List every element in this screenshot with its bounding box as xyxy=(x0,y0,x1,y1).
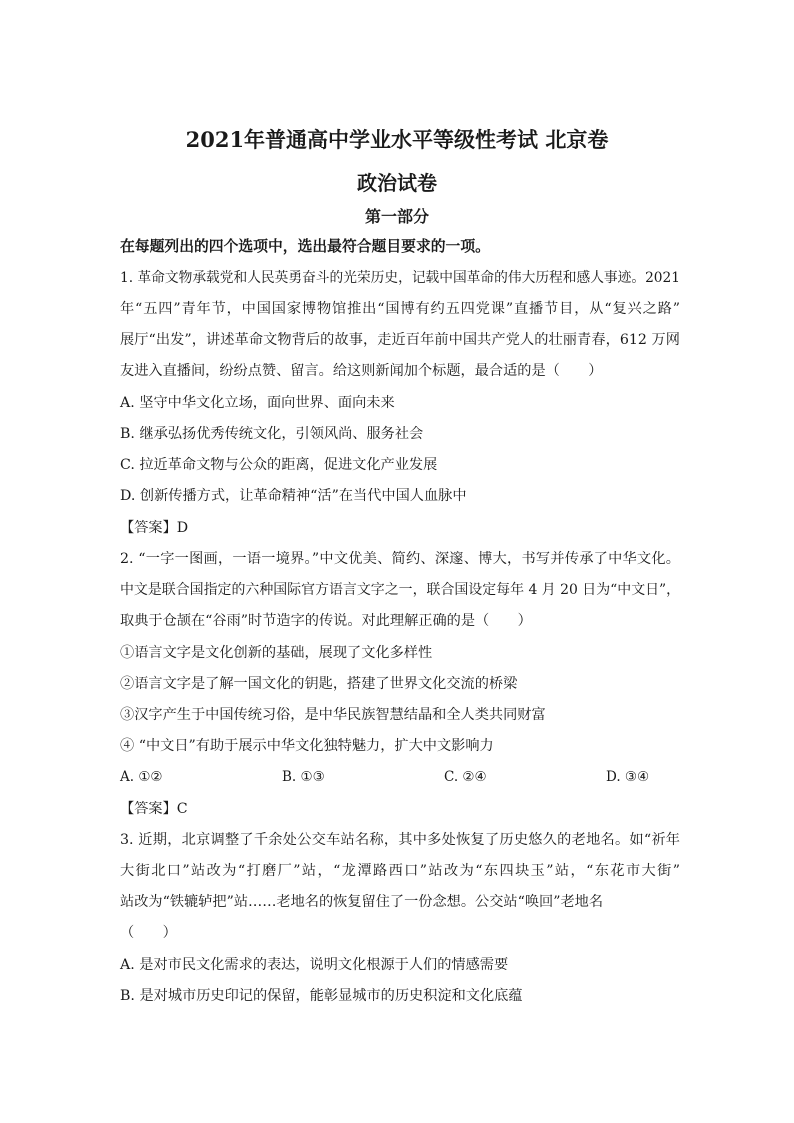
q1-option-d: D. 创新传播方式，让革命精神“活”在当代中国人血脉中 xyxy=(120,488,467,504)
q2-statement-3: ③汉字产生于中国传统习俗，是中华民族智慧结晶和全人类共同财富 xyxy=(120,707,546,723)
q2-statement-2: ②语言文字是了解一国文化的钥匙，搭建了世界文化交流的桥梁 xyxy=(120,676,518,692)
q3-stem-line: （ ） xyxy=(120,925,177,941)
q2-option-d: D. ③④ xyxy=(606,769,650,785)
q1-stem-line: 展厅“出发”，讲述革命文物背后的故事，走近百年前中国共产党人的壮丽青春，612 万网 xyxy=(120,332,680,348)
q2-stem-line: 2. “一字一图画，一语一境界。”中文优美、简约、深邃、博大，书写并传承了中华文化。 xyxy=(120,551,680,567)
q2-option-c: C. ②④ xyxy=(444,769,487,785)
q1-stem-line: 年“五四”青年节，中国国家博物馆推出“国博有约五四党课”直播节目，从“复兴之路” xyxy=(120,301,680,317)
subject-title: 政治试卷 xyxy=(357,171,437,195)
q1-stem-line: 友进入直播间，纷纷点赞、留言。给这则新闻加个标题，最合适的是（ ） xyxy=(120,363,603,379)
q3-stem-line: 大街北口”站改为“打磨厂”站，“龙潭路西口”站改为“东四块玉”站，“东花市大街” xyxy=(120,863,680,879)
q1-stem-line: 1. 革命文物承载党和人民英勇奋斗的光荣历史，记载中国革命的伟大历程和感人事迹。2021 xyxy=(120,270,680,286)
q1-option-b: B. 继承弘扬优秀传统文化，引领风尚、服务社会 xyxy=(120,426,424,442)
q2-answer: 【答案】C xyxy=(120,801,188,817)
q1-option-c: C. 拉近革命文物与公众的距离，促进文化产业发展 xyxy=(120,457,438,473)
q3-option-b: B. 是对城市历史印记的保留，能彰显城市的历史积淀和文化底蕴 xyxy=(120,988,523,1004)
q2-stem-line: 中文是联合国指定的六种国际官方语言文字之一，联合国设定每年 4 月 20 日为“中文日”， xyxy=(120,582,681,598)
q2-option-a: A. ①② xyxy=(120,769,163,785)
part-heading: 第一部分 xyxy=(364,207,429,226)
q2-option-b: B. ①③ xyxy=(282,769,325,785)
q3-stem-line: 站改为“铁辘轳把”站……老地名的恢复留住了一份念想。公交站“唤回”老地名 xyxy=(120,894,604,910)
instruction-text: 在每题列出的四个选项中，选出最符合题目要求的一项。 xyxy=(120,238,490,255)
q2-stem-line: 取典于仓颉在“谷雨”时节造字的传说。对此理解正确的是（ ） xyxy=(120,613,532,629)
q3-stem-line: 3. 近期，北京调整了千余处公交车站名称，其中多处恢复了历史悠久的老地名。如“祈年 xyxy=(120,832,680,848)
q2-statement-1: ①语言文字是文化创新的基础，展现了文化多样性 xyxy=(120,645,433,661)
q2-statement-4: ④ “中文日”有助于展示中华文化独特魅力，扩大中文影响力 xyxy=(120,738,494,754)
q1-answer: 【答案】D xyxy=(120,520,189,536)
q3-option-a: A. 是对市民文化需求的表达，说明文化根源于人们的情感需要 xyxy=(120,957,509,973)
exam-main-title: 2021年普通高中学业水平等级性考试 北京卷 xyxy=(185,127,609,152)
q1-option-a: A. 坚守中华文化立场，面向世界、面向未来 xyxy=(120,395,395,411)
